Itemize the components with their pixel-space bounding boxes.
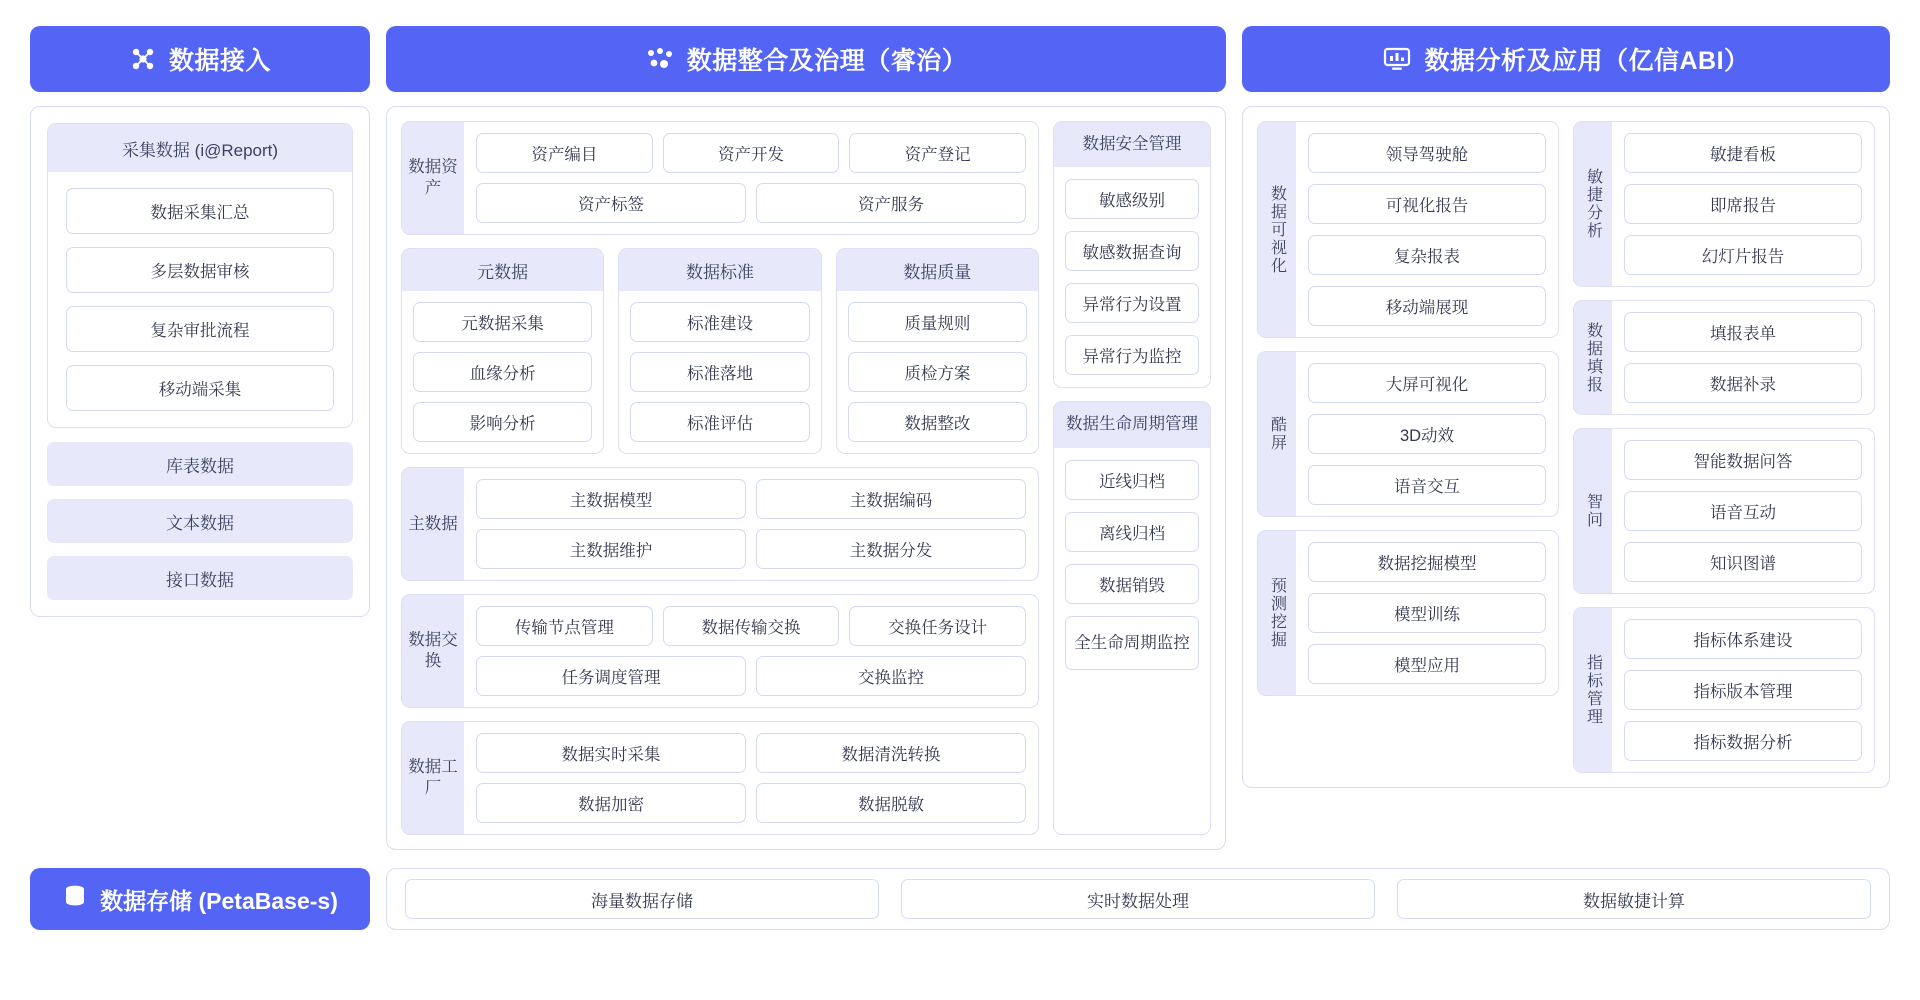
group-items (464, 468, 1038, 580)
group-items (1296, 531, 1558, 695)
list-item[interactable]: 移动端展现 (1308, 286, 1546, 326)
list-item[interactable]: 多层数据审核 (66, 247, 334, 293)
group-data-asset (401, 121, 1039, 235)
group-items (464, 722, 1038, 834)
analysis-grid (1257, 121, 1875, 773)
list-item[interactable]: 填报表单 (1624, 312, 1862, 352)
group-label: 数据工厂 (402, 722, 464, 834)
group-items (1612, 301, 1874, 414)
group-data-factory (401, 721, 1039, 835)
list-item[interactable]: 资产服务 (756, 183, 1026, 223)
list-item[interactable]: 数据清洗转换 (756, 733, 1026, 773)
group-label: 数据交换 (402, 595, 464, 707)
group-items (464, 122, 1038, 234)
list-item[interactable]: 敏感级别 (1065, 179, 1199, 219)
list-item[interactable]: 即席报告 (1624, 184, 1862, 224)
list-item[interactable]: 数据实时采集 (476, 733, 746, 773)
list-item[interactable]: 数据挖掘模型 (1308, 542, 1546, 582)
storage-badge[interactable] (30, 868, 370, 930)
header-title: 数据分析及应用（亿信ABI） (1424, 47, 1750, 75)
list-item[interactable]: 传输节点管理 (476, 606, 653, 646)
header-title: 数据整合及治理（睿治） (686, 47, 968, 75)
group-items (1296, 122, 1558, 337)
group-label: 智问 (1574, 429, 1612, 593)
body-data-analysis (1242, 106, 1890, 788)
header-data-analysis[interactable] (1242, 26, 1890, 92)
list-item[interactable]: 资产登记 (849, 133, 1026, 173)
group-items (1612, 608, 1874, 772)
group-data-visualization (1257, 121, 1559, 338)
header-data-ingest[interactable] (30, 26, 370, 92)
list-item[interactable]: 3D动效 (1308, 414, 1546, 454)
source-type-list (47, 442, 353, 600)
group-items (464, 595, 1038, 707)
group-items (1296, 352, 1558, 516)
top-columns (30, 26, 1890, 850)
group-cool-screen (1257, 351, 1559, 517)
group-label: 数据填报 (1574, 301, 1612, 414)
list-item[interactable]: 主数据模型 (476, 479, 746, 519)
list-item[interactable]: 交换任务设计 (849, 606, 1026, 646)
card-items (1054, 448, 1210, 834)
subcard-data-standard (618, 248, 821, 454)
list-item[interactable]: 智能数据问答 (1624, 440, 1862, 480)
subcard-items (837, 291, 1038, 453)
data-dots-icon (645, 45, 675, 73)
list-item[interactable]: 数据补录 (1624, 363, 1862, 403)
list-item[interactable]: 交换监控 (756, 656, 1026, 696)
list-item[interactable]: 标准建设 (630, 302, 809, 342)
group-smart-ask (1573, 428, 1875, 594)
body-data-ingest (30, 106, 370, 617)
list-item[interactable]: 数据传输交换 (663, 606, 840, 646)
group-data-exchange (401, 594, 1039, 708)
group-metric-management (1573, 607, 1875, 773)
list-item[interactable]: 库表数据 (47, 442, 353, 486)
list-item[interactable]: 模型应用 (1308, 644, 1546, 684)
group-data-filling (1573, 300, 1875, 415)
group-label: 数据可视化 (1258, 122, 1296, 337)
list-item[interactable]: 资产开发 (663, 133, 840, 173)
list-item[interactable]: 模型训练 (1308, 593, 1546, 633)
list-item[interactable]: 主数据维护 (476, 529, 746, 569)
list-item[interactable]: 敏捷看板 (1624, 133, 1862, 173)
card-items (1054, 167, 1210, 387)
subcard-items (402, 291, 603, 453)
list-item[interactable]: 复杂报表 (1308, 235, 1546, 275)
column-data-analysis (1242, 26, 1890, 788)
list-item[interactable]: 数据脱敏 (756, 783, 1026, 823)
list-item[interactable]: 数据加密 (476, 783, 746, 823)
list-item[interactable]: 幻灯片报告 (1624, 235, 1862, 275)
list-item[interactable]: 敏感数据查询 (1065, 231, 1199, 271)
column-data-ingest (30, 26, 370, 617)
group-label: 主数据 (402, 468, 464, 580)
card-data-security (1053, 121, 1211, 388)
collect-data-card (47, 123, 353, 428)
group-label: 敏捷分析 (1574, 122, 1612, 286)
subcard-data-quality (836, 248, 1039, 454)
group-label: 预测挖掘 (1258, 531, 1296, 695)
storage-title: 数据存储 (PetaBase-s) (100, 887, 338, 914)
list-item[interactable]: 接口数据 (47, 556, 353, 600)
storage-layer (30, 868, 1890, 930)
monitor-icon (1382, 46, 1412, 72)
database-icon (62, 883, 88, 915)
list-item[interactable]: 语音交互 (1308, 465, 1546, 505)
analysis-column-right (1573, 121, 1875, 773)
governance-side (1053, 121, 1211, 835)
card-data-lifecycle (1053, 401, 1211, 835)
collect-data-title: 采集数据 (i@Report) (48, 124, 352, 172)
group-agile-analysis (1573, 121, 1875, 287)
storage-capabilities (386, 868, 1890, 930)
list-item[interactable]: 复杂审批流程 (66, 306, 334, 352)
list-item[interactable]: 主数据编码 (756, 479, 1026, 519)
group-predictive-mining (1257, 530, 1559, 696)
list-item[interactable]: 血缘分析 (413, 352, 592, 392)
header-title: 数据接入 (168, 47, 271, 75)
group-items (1612, 122, 1874, 286)
analysis-column-left (1257, 121, 1559, 773)
list-item[interactable]: 指标体系建设 (1624, 619, 1862, 659)
list-item[interactable]: 标准评估 (630, 402, 809, 442)
header-data-governance[interactable] (386, 26, 1226, 92)
list-item[interactable]: 主数据分发 (756, 529, 1026, 569)
card-title: 数据安全管理 (1054, 122, 1210, 167)
subcard-items (619, 291, 820, 453)
list-item[interactable]: 领导驾驶舱 (1308, 133, 1546, 173)
group-items (1612, 429, 1874, 593)
list-item[interactable]: 数据整改 (848, 402, 1027, 442)
list-item[interactable]: 大屏可视化 (1308, 363, 1546, 403)
governance-main (401, 121, 1039, 835)
list-item[interactable]: 海量数据存储 (405, 879, 879, 919)
group-label: 酷屏 (1258, 352, 1296, 516)
list-item[interactable]: 异常行为设置 (1065, 283, 1199, 323)
list-item[interactable]: 质检方案 (848, 352, 1027, 392)
subcard-metadata (401, 248, 604, 454)
list-item[interactable]: 指标版本管理 (1624, 670, 1862, 710)
list-item[interactable]: 标准落地 (630, 352, 809, 392)
list-item[interactable]: 近线归档 (1065, 460, 1199, 500)
list-item[interactable]: 资产编目 (476, 133, 653, 173)
subcard-title: 数据质量 (837, 249, 1038, 291)
list-item[interactable]: 任务调度管理 (476, 656, 746, 696)
column-data-governance (386, 26, 1226, 850)
list-item[interactable]: 实时数据处理 (901, 879, 1375, 919)
subcard-title: 数据标准 (619, 249, 820, 291)
list-item[interactable]: 影响分析 (413, 402, 592, 442)
governance-grid (401, 121, 1211, 835)
list-item[interactable]: 元数据采集 (413, 302, 592, 342)
collect-data-list (48, 172, 352, 411)
group-master-data (401, 467, 1039, 581)
list-item[interactable]: 知识图谱 (1624, 542, 1862, 582)
group-label: 数据资产 (402, 122, 464, 234)
list-item[interactable]: 语音互动 (1624, 491, 1862, 531)
list-item[interactable]: 全生命周期监控 (1065, 616, 1199, 670)
group-label: 指标管理 (1574, 608, 1612, 772)
list-item[interactable]: 文本数据 (47, 499, 353, 543)
list-item[interactable]: 移动端采集 (66, 365, 334, 411)
list-item[interactable]: 指标数据分析 (1624, 721, 1862, 761)
list-item[interactable]: 资产标签 (476, 183, 746, 223)
subcard-title: 元数据 (402, 249, 603, 291)
list-item[interactable]: 数据销毁 (1065, 564, 1199, 604)
data-nodes-icon (129, 45, 157, 73)
list-item[interactable]: 异常行为监控 (1065, 335, 1199, 375)
triple-subcards (401, 248, 1039, 454)
list-item[interactable]: 数据敏捷计算 (1397, 879, 1871, 919)
list-item[interactable]: 离线归档 (1065, 512, 1199, 552)
list-item[interactable]: 质量规则 (848, 302, 1027, 342)
card-title: 数据生命周期管理 (1054, 402, 1210, 447)
body-data-governance (386, 106, 1226, 850)
list-item[interactable]: 数据采集汇总 (66, 188, 334, 234)
list-item[interactable]: 可视化报告 (1308, 184, 1546, 224)
